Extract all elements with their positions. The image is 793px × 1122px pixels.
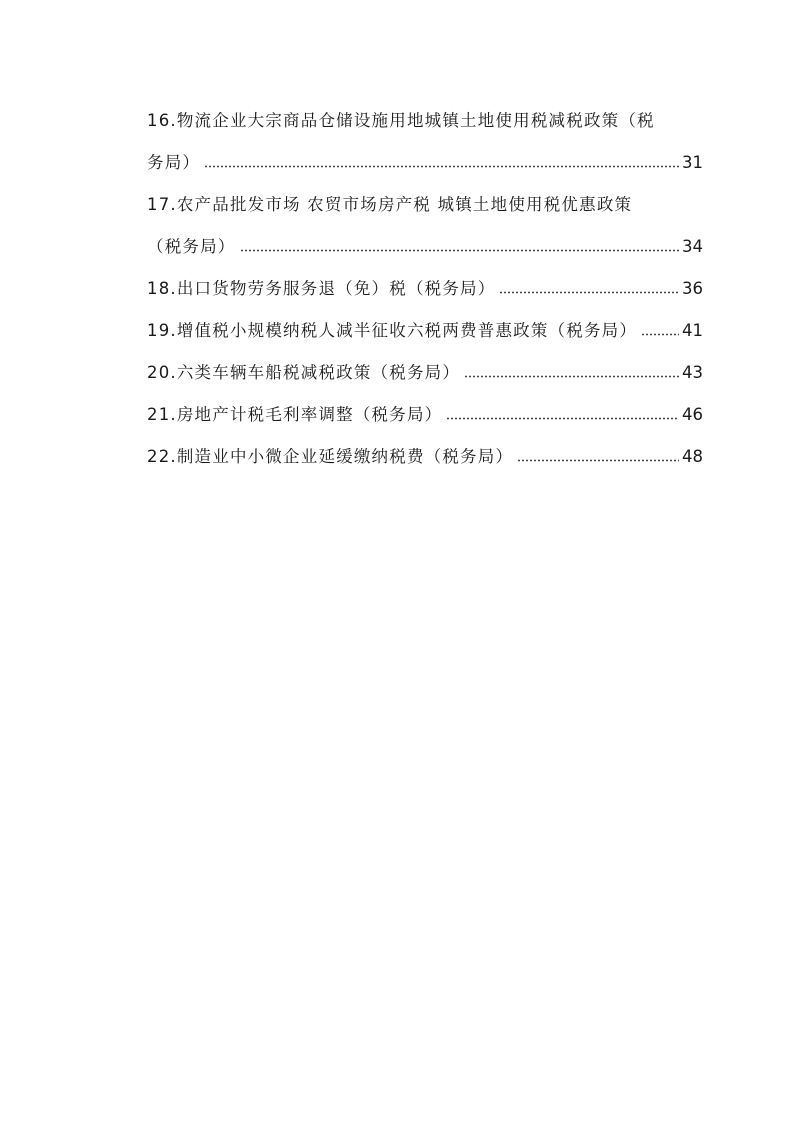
- dot-leader: [446, 417, 679, 420]
- toc-entry-22[interactable]: [147, 436, 703, 478]
- toc-entry-20-page: 43: [682, 363, 703, 382]
- toc-entry-17[interactable]: [147, 184, 703, 268]
- toc-entry-19[interactable]: [147, 310, 703, 352]
- toc-entry-17-line2: （税务局）: [147, 237, 236, 256]
- dot-leader: [240, 249, 680, 252]
- dot-leader: [204, 165, 679, 168]
- toc-entry-21-page: 46: [682, 405, 703, 424]
- toc-entry-21-title: 21.房地产计税毛利率调整（税务局）: [147, 405, 443, 424]
- toc-entry-22-title: 22.制造业中小微企业延缓缴纳税费（税务局）: [147, 447, 514, 466]
- toc-entry-18-title: 18.出口货物劳务服务退（免）税（税务局）: [147, 279, 496, 298]
- dot-leader: [464, 375, 679, 378]
- toc-entry-22-page: 48: [682, 447, 703, 466]
- toc-entry-16-line2: 务局）: [147, 153, 201, 172]
- toc-entry-18-page: 36: [682, 279, 703, 298]
- toc-entry-18[interactable]: [147, 268, 703, 310]
- dot-leader: [517, 459, 679, 462]
- dot-leader: [499, 291, 679, 294]
- toc-entry-21[interactable]: [147, 394, 703, 436]
- toc-entry-19-page: 41: [682, 321, 703, 340]
- table-of-contents: [147, 100, 703, 478]
- toc-entry-20[interactable]: [147, 352, 703, 394]
- toc-entry-16-line1: 16.物流企业大宗商品仓储设施用地城镇土地使用税减税政策（税: [147, 111, 655, 130]
- toc-entry-16[interactable]: [147, 100, 703, 184]
- dot-leader: [641, 333, 679, 336]
- toc-entry-16-page: 31: [682, 153, 703, 172]
- toc-entry-19-title: 19.增值税小规模纳税人减半征收六税两费普惠政策（税务局）: [147, 321, 638, 340]
- toc-entry-20-title: 20.六类车辆车船税减税政策（税务局）: [147, 363, 461, 382]
- toc-entry-17-line1: 17.农产品批发市场 农贸市场房产税 城镇土地使用税优惠政策: [147, 195, 633, 214]
- toc-entry-17-page: 34: [682, 237, 703, 256]
